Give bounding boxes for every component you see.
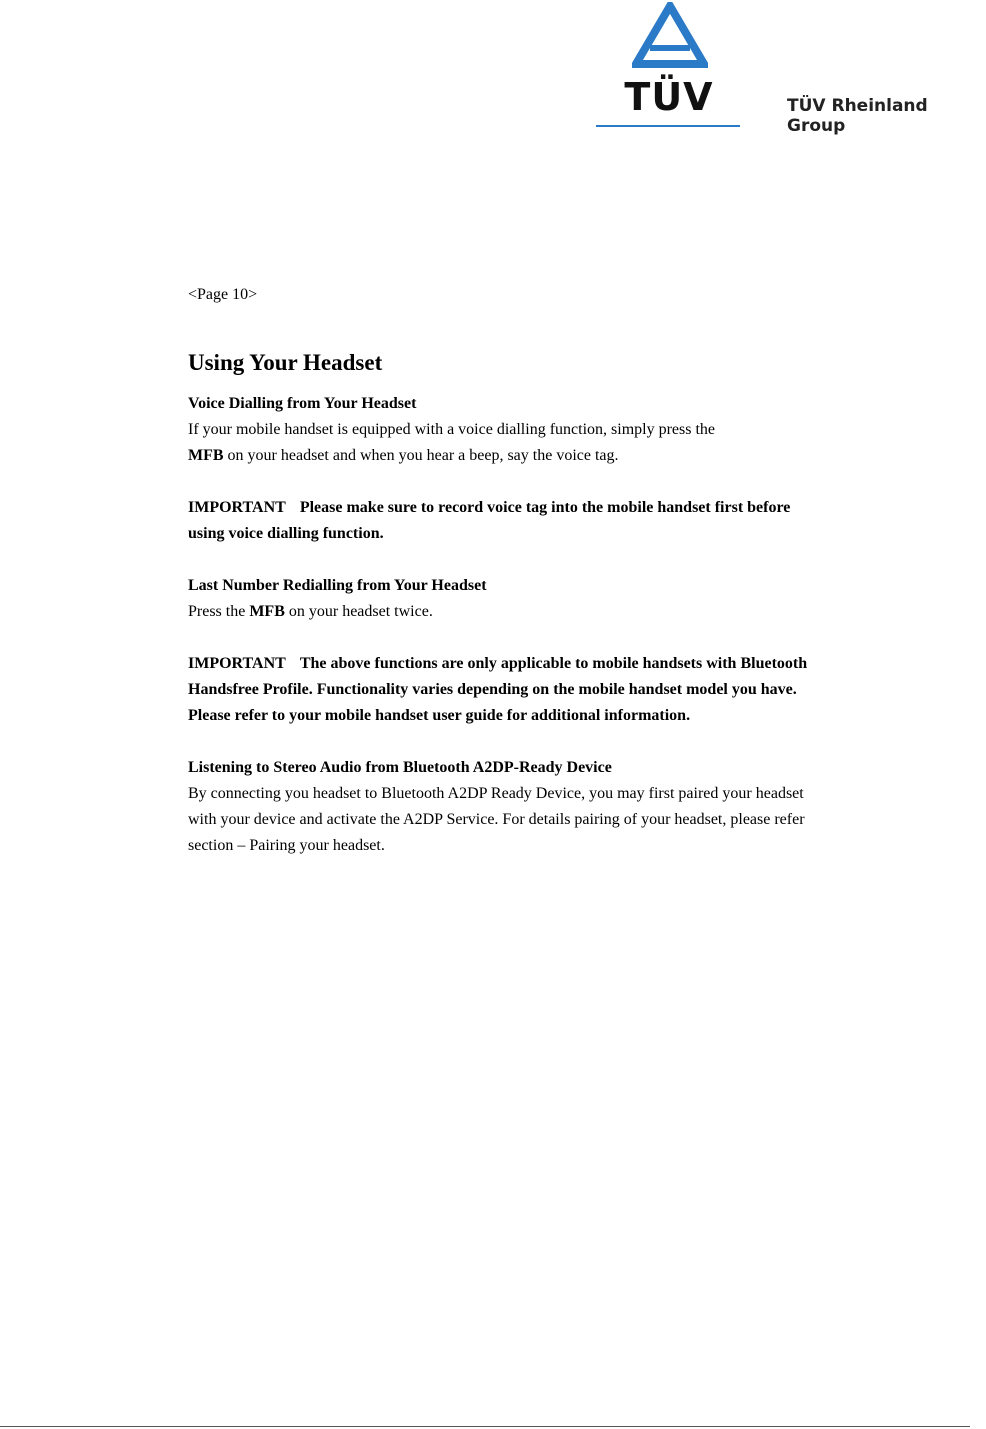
page-title: Using Your Headset [188,350,383,375]
page-tag: <Page 10> [188,286,258,303]
redial-heading: Last Number Redialling from Your Headset [188,577,487,594]
stereo-audio-heading: Listening to Stereo Audio from Bluetooth A2DP-Ready Device [188,759,612,776]
important-label: IMPORTANT [188,499,286,516]
important-text: The above functions are only applicable to mobile handsets with Bluetooth Handsfree Profile. Functionality varies depending on the mobile handset model you have. Please refer to your mobile handset user guide for additional information. [188,655,808,724]
tuv-triangle-icon [632,2,708,70]
important-note-2 [188,651,828,729]
footer-rule [0,1426,970,1427]
mfb-label: MFB [188,447,224,464]
logo-underline [596,125,740,127]
voice-dialling-heading: Voice Dialling from Your Headset [188,395,417,412]
voice-dialling-line2 [188,443,828,469]
important-note-1 [188,495,828,547]
tuv-logo [596,2,742,128]
redial-post: on your headset twice. [284,603,433,620]
mfb-label: MFB [249,603,285,620]
logo-wordmark: TÜV [624,75,714,119]
redial-body [188,599,828,625]
voice-dialling-line2-text: on your headset and when you hear a beep, say the voice tag. [223,447,619,464]
stereo-audio-body: By connecting you headset to Bluetooth A2DP Ready Device, you may first paired your headset with your device and activate the A2DP Service. For details pairing of your headset, please refer section – Pairing your headset. [188,785,805,854]
voice-dialling-line1: If your mobile handset is equipped with a voice dialling function, simply press the [188,421,716,438]
important-label: IMPORTANT [188,655,286,672]
important-text: Please make sure to record voice tag into the mobile handset first before using voice dialling function. [188,499,791,542]
group-name: TÜV Rheinland Group [787,96,928,136]
redial-pre: Press the [188,603,250,620]
document-body [188,282,828,859]
